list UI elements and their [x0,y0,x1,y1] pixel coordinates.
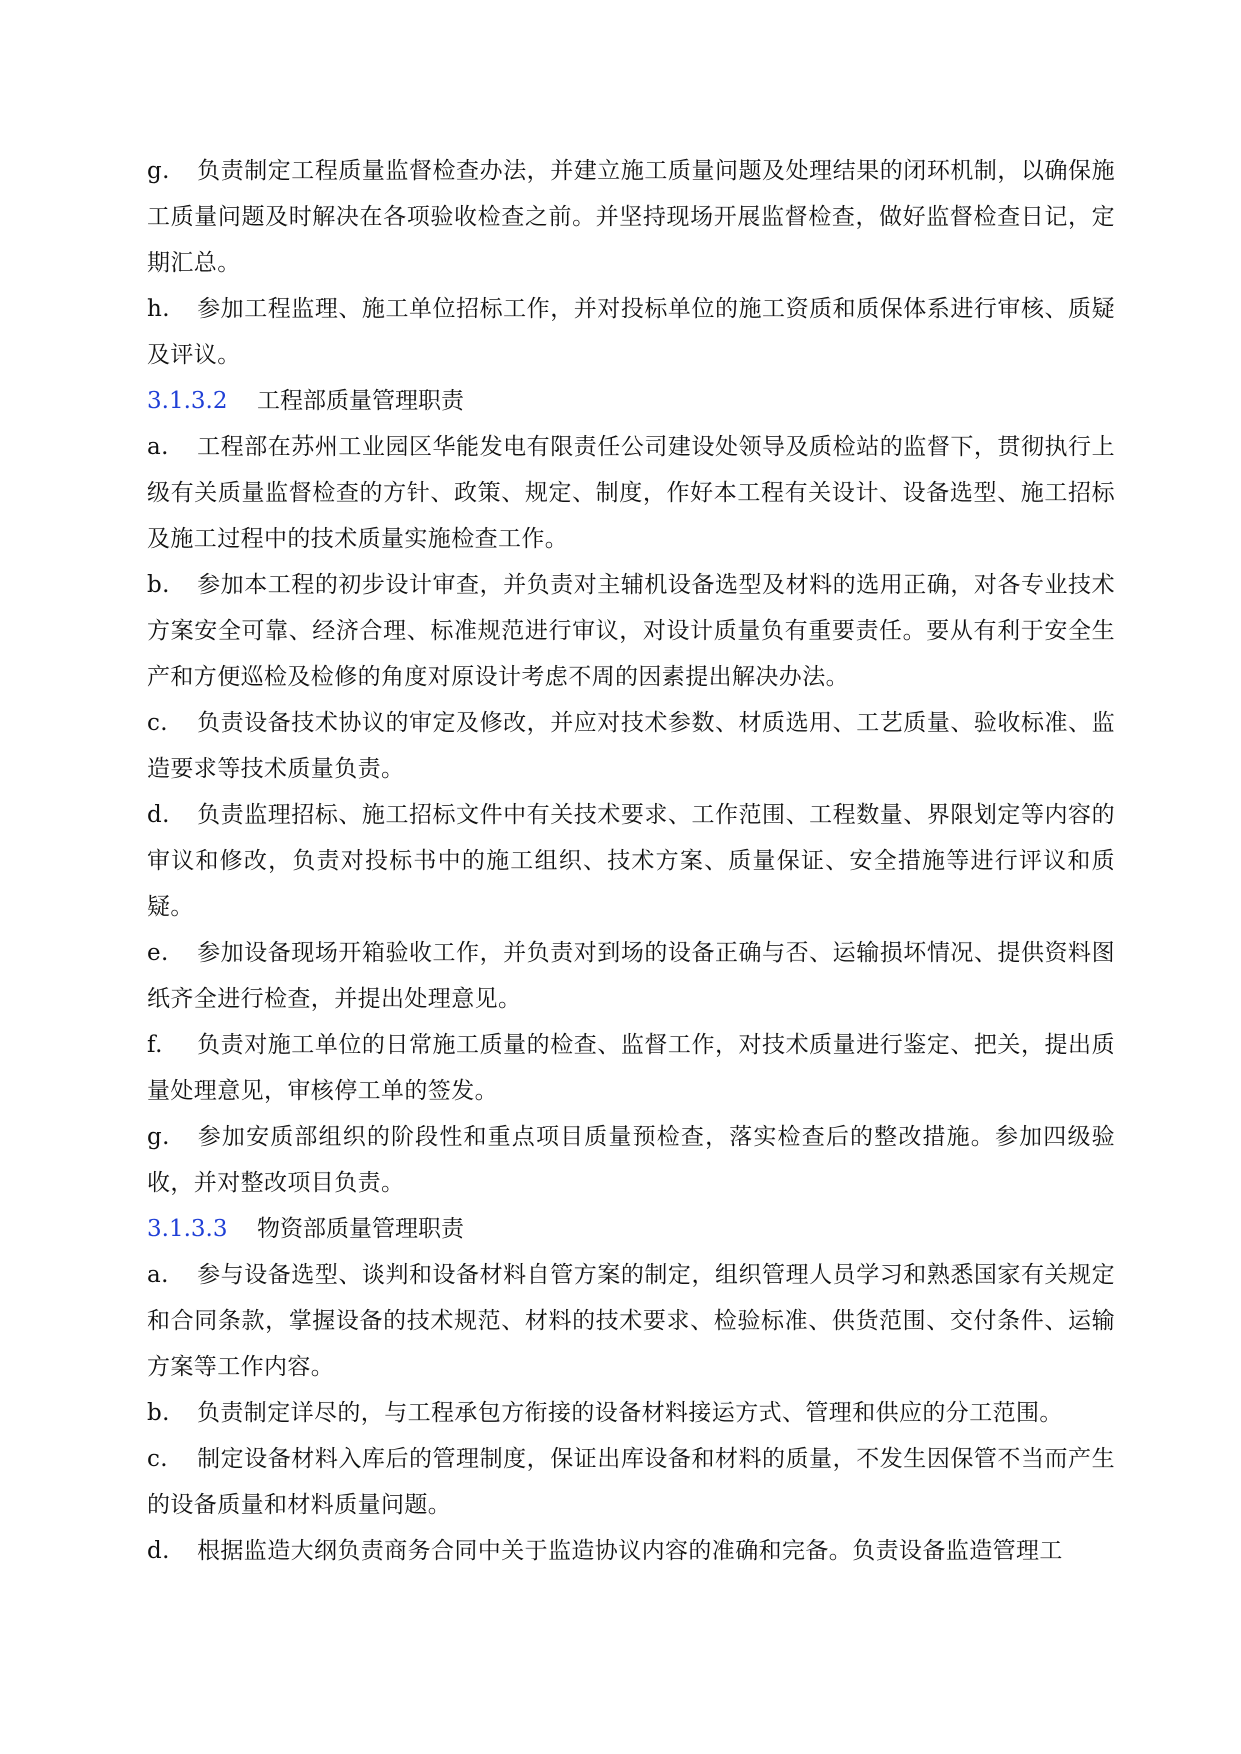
list-item [147,700,1115,792]
item-label: g. [147,1124,170,1150]
item-label: a. [147,434,169,460]
item-label: d. [147,1538,170,1564]
item-label: b. [147,1400,170,1426]
item-text: 负责制定工程质量监督检查办法，并建立施工质量问题及处理结果的闭环机制，以确保施工质量问题及时解决在各项验收检查之前。并坚持现场开展监督检查，做好监督检查日记，定期汇总。 [147,158,1115,276]
item-text: 负责对施工单位的日常施工质量的检查、监督工作，对技术质量进行鉴定、把关，提出质量处理意见，审核停工单的签发。 [147,1032,1115,1104]
item-label: f. [147,1032,163,1058]
section-number: 3.1.3.2 [147,388,228,414]
section-heading [147,1206,1115,1252]
list-item [147,562,1115,700]
item-label: g. [147,158,170,184]
list-item [147,286,1115,378]
list-item [147,148,1115,286]
item-text: 参加安质部组织的阶段性和重点项目质量预检查，落实检查后的整改措施。参加四级验收，并对整改项目负责。 [147,1124,1115,1196]
section-heading [147,378,1115,424]
item-label: b. [147,572,170,598]
item-label: h. [147,296,170,322]
item-label: c. [147,1446,168,1472]
list-item [147,1114,1115,1206]
document-body [147,148,1115,1574]
item-text: 制定设备材料入库后的管理制度，保证出库设备和材料的质量，不发生因保管不当而产生的设备质量和材料质量问题。 [147,1446,1115,1518]
item-label: e. [147,940,169,966]
list-item [147,930,1115,1022]
item-label: c. [147,710,168,736]
item-label: a. [147,1262,169,1288]
list-item [147,1252,1115,1390]
item-text: 负责监理招标、施工招标文件中有关技术要求、工作范围、工程数量、界限划定等内容的审议和修改，负责对投标书中的施工组织、技术方案、质量保证、安全措施等进行评议和质疑。 [147,802,1115,920]
section-number: 3.1.3.3 [147,1216,228,1242]
item-text: 参加设备现场开箱验收工作，并负责对到场的设备正确与否、运输损坏情况、提供资料图纸齐全进行检查，并提出处理意见。 [147,940,1115,1012]
list-item [147,1390,1115,1436]
list-item [147,424,1115,562]
list-item [147,1528,1115,1574]
item-text: 参加本工程的初步设计审查，并负责对主辅机设备选型及材料的选用正确，对各专业技术方案安全可靠、经济合理、标准规范进行审议，对设计质量负有重要责任。要从有利于安全生产和方便巡检及检修的角度对原设计考虑不周的因素提出解决办法。 [147,572,1115,690]
list-item [147,1022,1115,1114]
section-title: 物资部质量管理职责 [257,1216,464,1242]
item-label: d. [147,802,170,828]
item-text: 负责设备技术协议的审定及修改，并应对技术参数、材质选用、工艺质量、验收标准、监造要求等技术质量负责。 [147,710,1115,782]
item-text: 根据监造大纲负责商务合同中关于监造协议内容的准确和完备。负责设备监造管理工 [197,1538,1063,1564]
item-text: 工程部在苏州工业园区华能发电有限责任公司建设处领导及质检站的监督下，贯彻执行上级有关质量监督检查的方针、政策、规定、制度，作好本工程有关设计、设备选型、施工招标及施工过程中的技术质量实施检查工作。 [147,434,1115,552]
item-text: 参与设备选型、谈判和设备材料自管方案的制定，组织管理人员学习和熟悉国家有关规定和合同条款，掌握设备的技术规范、材料的技术要求、检验标准、供货范围、交付条件、运输方案等工作内容。 [147,1262,1115,1380]
item-text: 参加工程监理、施工单位招标工作，并对投标单位的施工资质和质保体系进行审核、质疑及评议。 [147,296,1115,368]
item-text: 负责制定详尽的，与工程承包方衔接的设备材料接运方式、管理和供应的分工范围。 [197,1400,1063,1426]
list-item [147,1436,1115,1528]
list-item [147,792,1115,930]
section-title: 工程部质量管理职责 [257,388,464,414]
